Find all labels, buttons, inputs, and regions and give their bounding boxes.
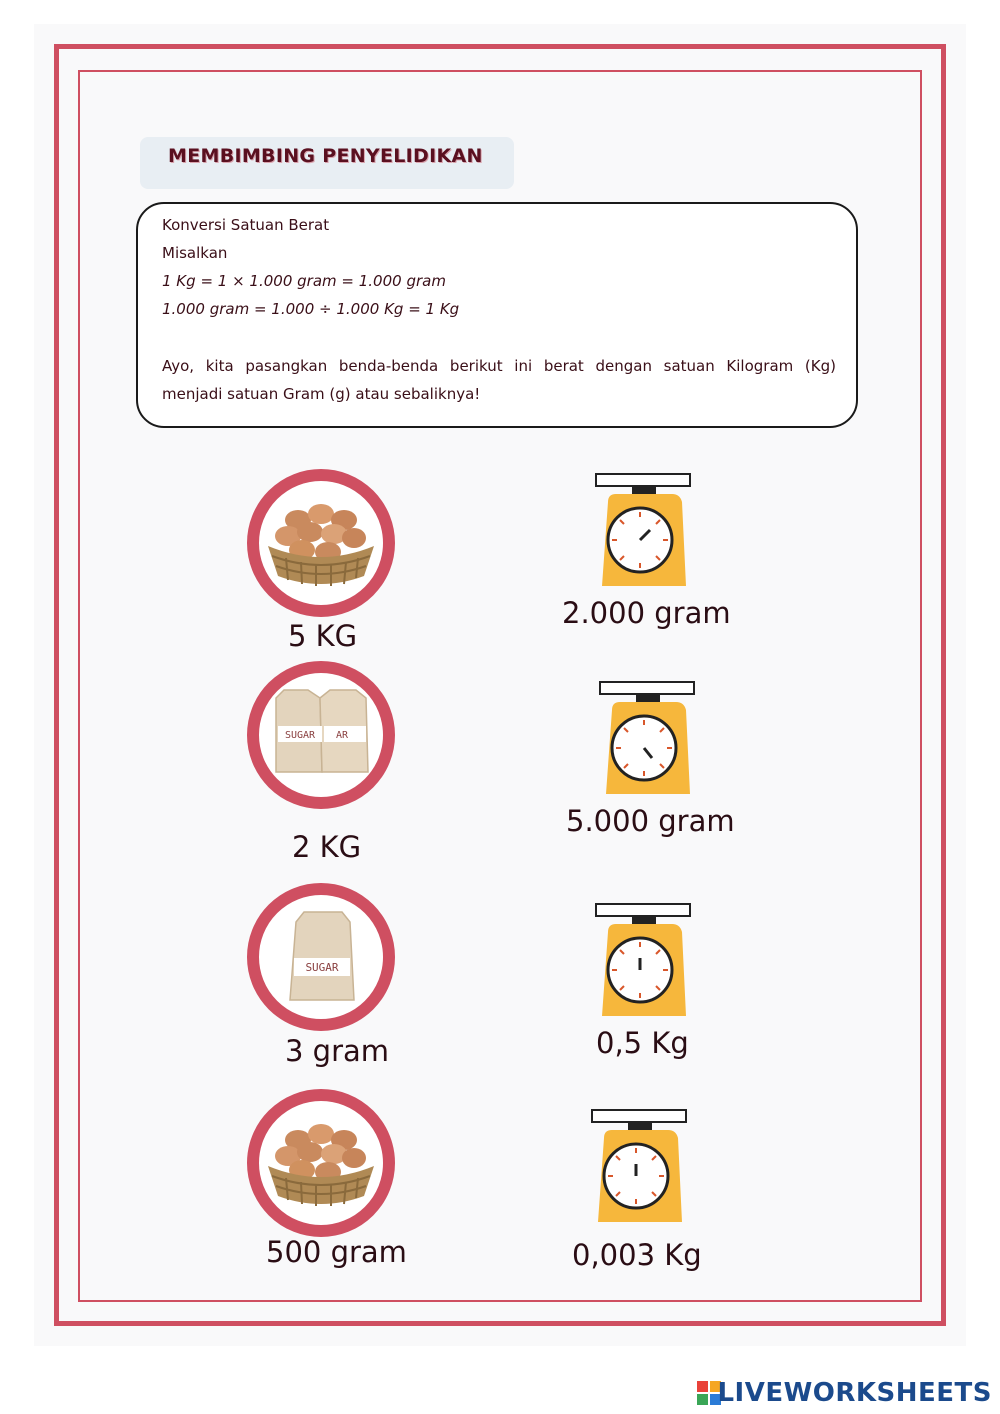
kitchen-scale-icon[interactable] (594, 472, 694, 592)
brand-wordmark[interactable]: LIVEWORKSHEETS (717, 1378, 992, 1408)
info-formula-1: 1 Kg = 1 × 1.000 gram = 1.000 gram (162, 272, 446, 290)
kitchen-scale-icon[interactable] (590, 1108, 690, 1228)
egg-basket-icon[interactable] (246, 468, 396, 618)
info-instruction (162, 352, 836, 408)
item-label: 500 gram (266, 1235, 407, 1269)
item-label: 3 gram (285, 1034, 390, 1068)
scale-label: 2.000 gram (562, 596, 731, 630)
item-label: 2 KG (292, 830, 362, 864)
sugar-label-text-2: AR (335, 730, 349, 741)
item-label: 5 KG (288, 619, 358, 653)
sugar-label-text: SUGAR (284, 730, 316, 741)
sugar-label-text: SUGAR (305, 961, 339, 974)
scale-label: 0,003 Kg (572, 1238, 702, 1272)
page-title: MEMBIMBING PENYELIDIKAN (168, 145, 483, 167)
info-example-label: Misalkan (162, 244, 228, 262)
info-formula-2: 1.000 gram = 1.000 ÷ 1.000 Kg = 1 Kg (162, 300, 460, 318)
scale-label: 0,5 Kg (596, 1026, 689, 1060)
egg-basket-icon[interactable] (246, 1088, 396, 1238)
instruction-line-2: menjadi satuan Gram (g) atau sebaliknya! (162, 385, 481, 403)
kitchen-scale-icon[interactable] (598, 680, 698, 800)
sugar-bags-icon[interactable] (246, 660, 396, 810)
scale-label: 5.000 gram (566, 804, 735, 838)
instruction-line-1: Ayo, kita pasangkan benda-benda berikut ini berat dengan satuan Kilogram (Kg) (162, 357, 836, 375)
info-title: Konversi Satuan Berat (162, 216, 330, 234)
sugar-bag-icon[interactable] (246, 882, 396, 1032)
kitchen-scale-icon[interactable] (594, 902, 694, 1022)
